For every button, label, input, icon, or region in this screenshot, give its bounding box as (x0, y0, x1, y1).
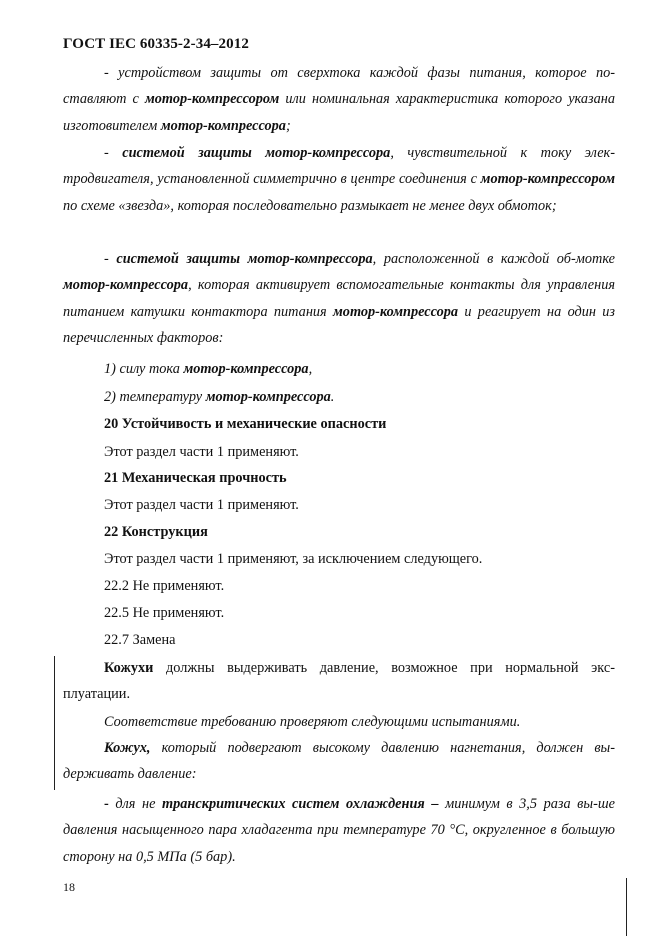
factor-temperature: 2) температуру мотор-компрессора. (104, 389, 335, 405)
section-20-title: 20 Устойчивость и механические опасности (104, 416, 387, 432)
list-item-star-protection: - системой защиты мотор-компрессора, чувствительной к току элек-тродвигателя, установленной симметрично в центре соединения с мотор-компрессором по схеме «звезда», которая последовательно размыкает не менее двух обмоток; (63, 145, 615, 214)
casings-requirement: Кожухи должны выдерживать давление, возможное при нормальной экс-плуатации. (63, 660, 615, 703)
change-bar-right (626, 878, 627, 936)
factor-current: 1) силу тока мотор-компрессора, (104, 361, 313, 377)
compliance-statement: Соответствие требованию проверяют следующими испытаниями. (104, 714, 521, 730)
clause-22-5: 22.5 Не применяют. (104, 605, 225, 621)
section-22-text: Этот раздел части 1 применяют, за исключением следующего. (104, 551, 483, 567)
transcritical-requirement: - для не транскритических систем охлаждения – минимум в 3,5 раза вы-ше давления насыщенного пара хладагента при температуре 70 °С, округленное в большую сторону на 0,5 МПа (5 бар). (63, 796, 615, 865)
casing-pressure-test: Кожух, который подвергают высокому давлению нагнетания, должен вы-держивать давление: (63, 740, 615, 783)
section-21-title: 21 Механическая прочность (104, 470, 287, 486)
section-22-title: 22 Конструкция (104, 524, 208, 540)
list-item-winding-protection: - системой защиты мотор-компрессора, расположенной в каждой об-мотке мотор-компрессора, которая активирует вспомогательные контакты для управления питанием катушки контактора питания мотор-компрессора и реагирует на один из перечисленных факторов: (63, 251, 616, 346)
section-20-text: Этот раздел части 1 применяют. (104, 444, 299, 460)
document-header: ГОСТ IEC 60335-2-34–2012 (63, 36, 249, 52)
clause-22-7: 22.7 Замена (104, 632, 176, 648)
page-number: 18 (63, 880, 75, 894)
section-21-text: Этот раздел части 1 применяют. (104, 497, 299, 513)
change-bar-left (54, 656, 55, 790)
list-item-overcurrent: - устройством защиты от сверхтока каждой фазы питания, которое по-ставляют с мотор-компрессором или номинальная характеристика которого указана изготовителем мотор-компрессора; (63, 65, 615, 134)
clause-22-2: 22.2 Не применяют. (104, 578, 225, 594)
